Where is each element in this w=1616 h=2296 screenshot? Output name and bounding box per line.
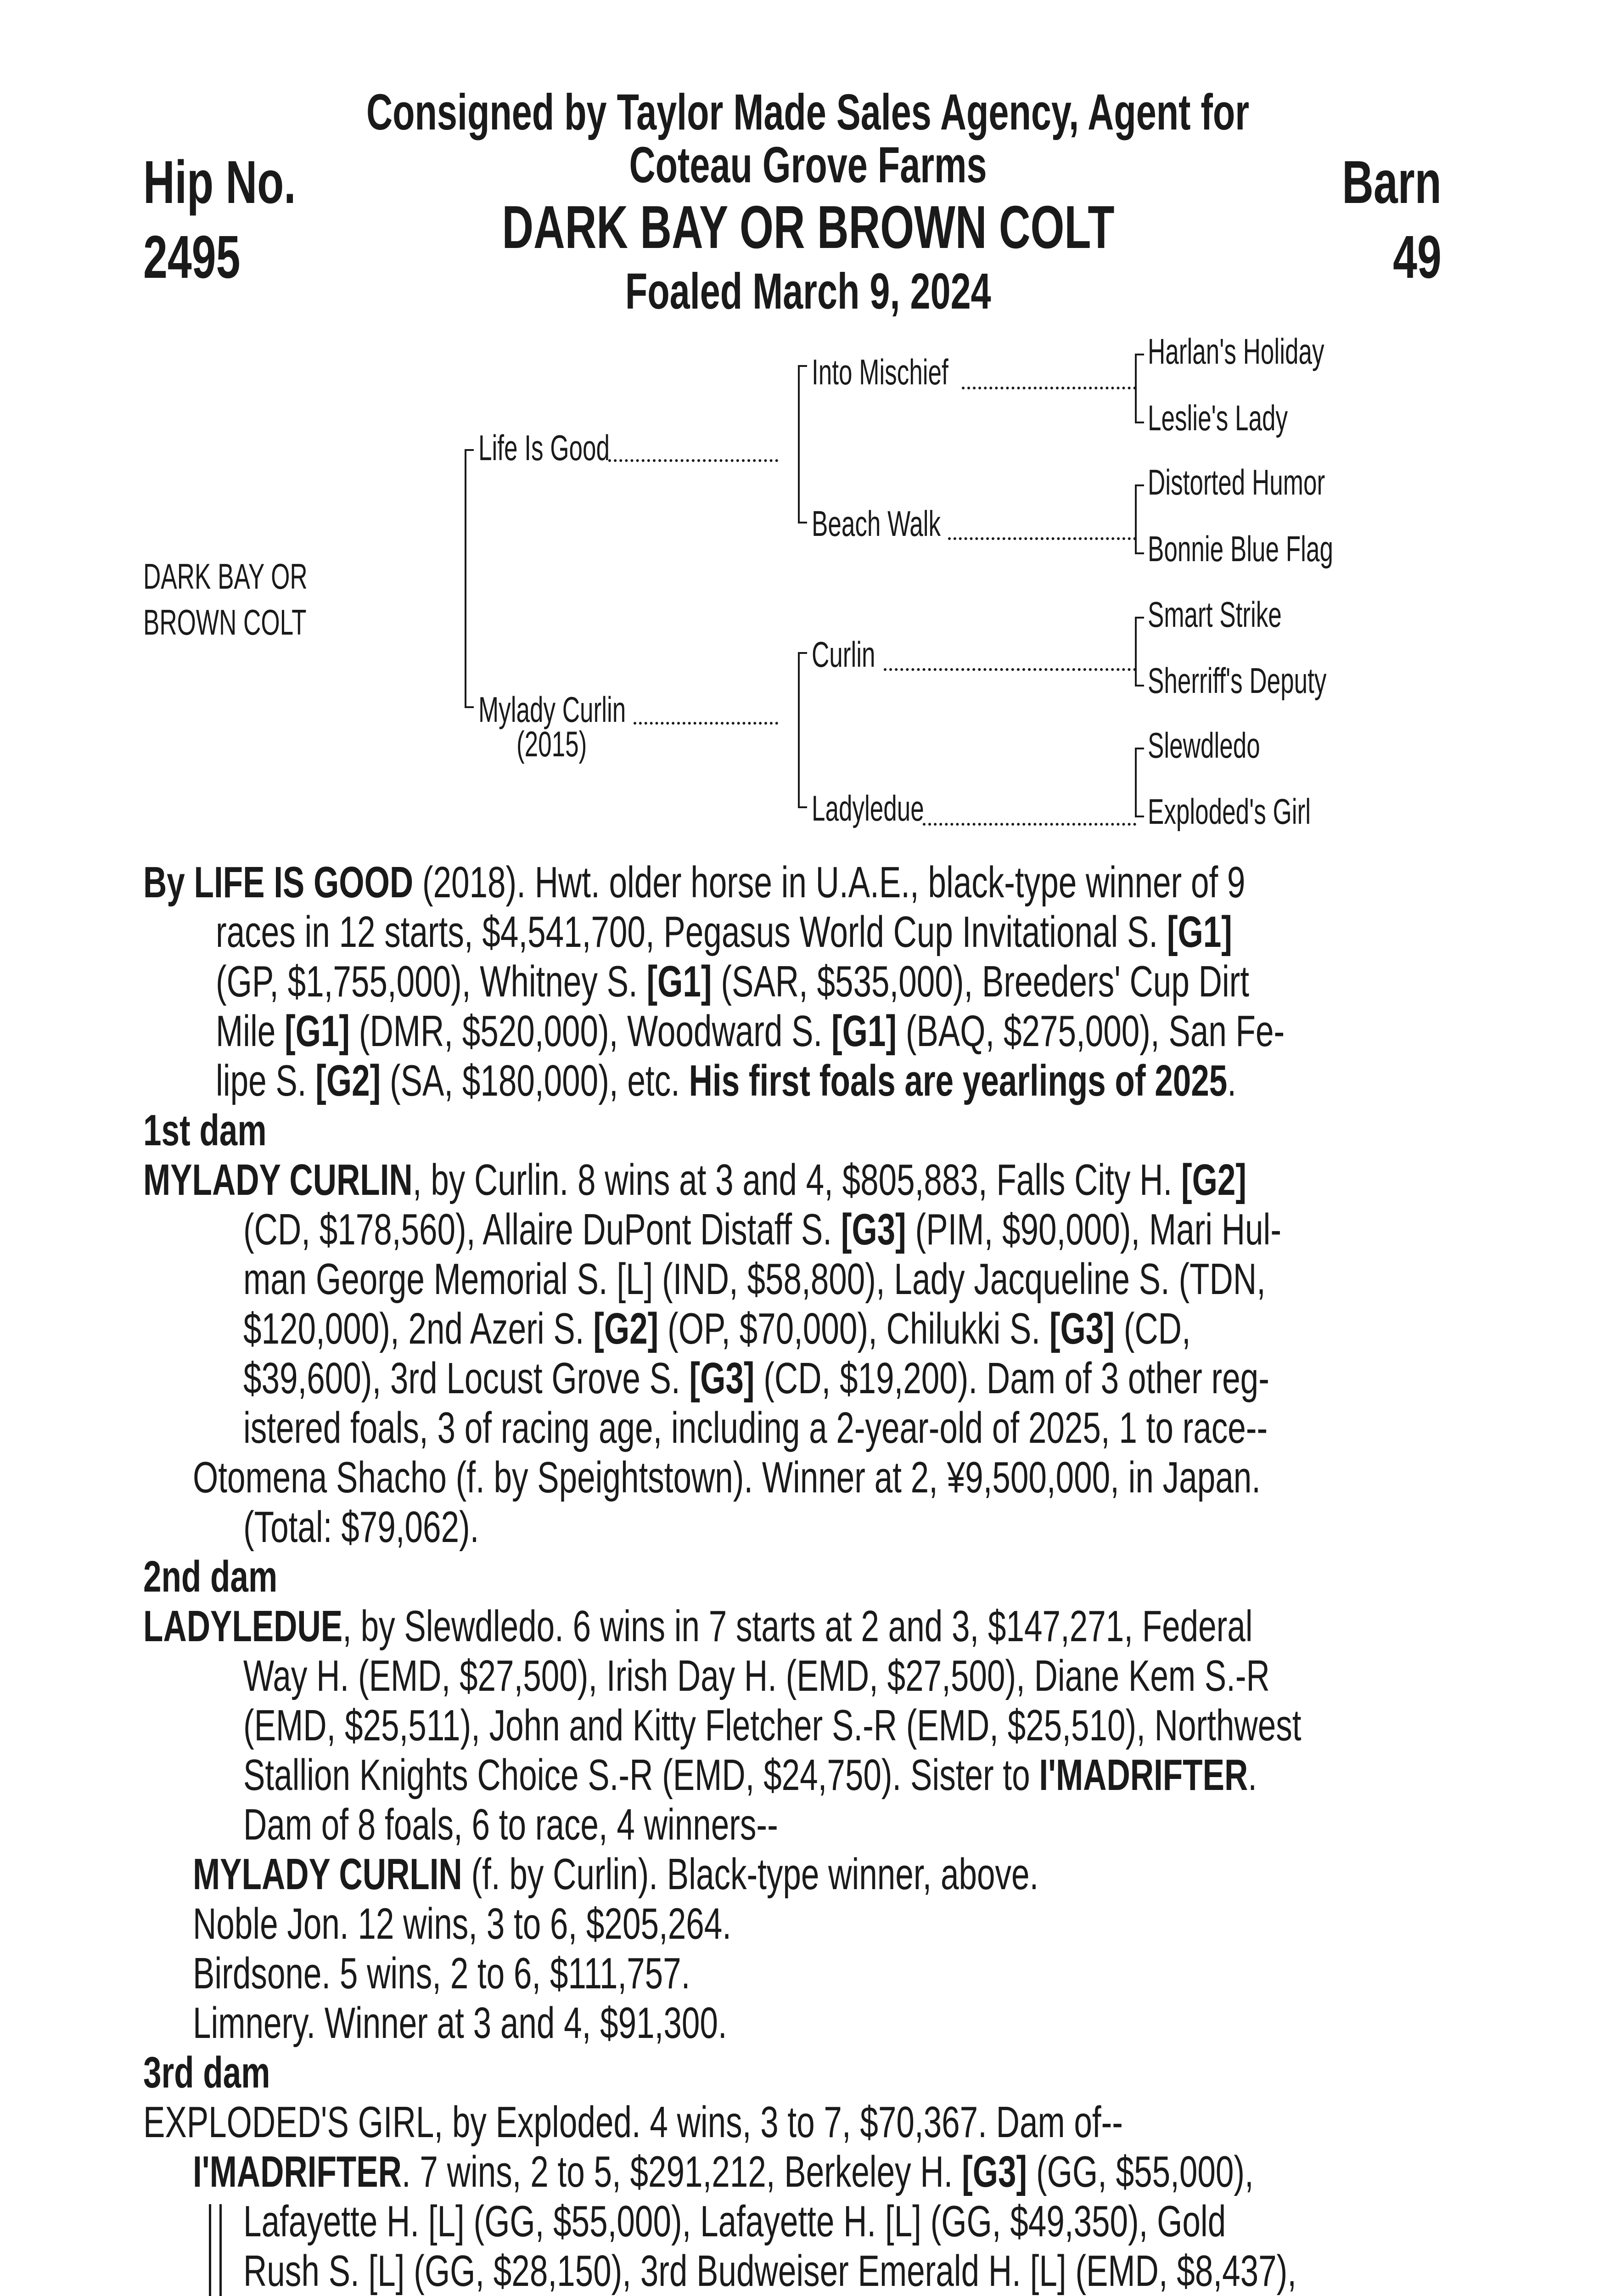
- text-fragment: [G3]: [1049, 1304, 1115, 1353]
- bracket-tick: [1135, 422, 1144, 423]
- text-fragment: Slewdledo: [1148, 725, 1260, 765]
- text-fragment: I'MADRIFTER: [1039, 1750, 1248, 1800]
- hip-label-text: Hip No.: [143, 148, 296, 216]
- produce-record: Birdsone. 5 wins, 2 to 6, $111,757.: [193, 1949, 690, 1998]
- bracket-tick: [798, 652, 807, 654]
- bracket-tick: [1135, 816, 1144, 817]
- pedigree-gen3-5: [1148, 594, 1345, 635]
- bracket-tick: [798, 365, 807, 367]
- continuation-bar: [209, 2204, 211, 2296]
- text-line: man George Memorial S. [L] (IND, $58,800), Lady Jacqueline S. (TDN,: [243, 1255, 1266, 1304]
- foaled-date: [0, 264, 1616, 319]
- text-line: [143, 858, 1245, 907]
- pedigree-gen3-4: [1148, 528, 1420, 569]
- text-fragment: lipe S.: [216, 1056, 316, 1105]
- text-line: [243, 1354, 1269, 1403]
- text-fragment: Smart Strike: [1148, 594, 1282, 635]
- text-line: [216, 1007, 1285, 1056]
- pedigree-gen3-2: [1148, 397, 1354, 439]
- text-line: istered foals, 3 of racing age, including a 2-year-old of 2025, 1 to race--: [243, 1403, 1268, 1452]
- text-fragment: Sherriff's Deputy: [1148, 660, 1327, 701]
- bracket-tick: [1135, 617, 1144, 619]
- text-fragment: Harlan's Holiday: [1148, 331, 1324, 371]
- text-fragment: (CD, $19,200). Dam of 3 other reg-: [754, 1354, 1269, 1403]
- text-fragment: By LIFE IS GOOD: [143, 858, 414, 907]
- text-fragment: Distorted Humor: [1148, 462, 1325, 502]
- text-fragment: [G2]: [593, 1304, 659, 1353]
- horse-title-text: DARK BAY OR BROWN COLT: [501, 193, 1115, 261]
- text-fragment: Beach Walk: [812, 503, 941, 544]
- pedigree-gen3-6: [1148, 660, 1411, 701]
- bracket-tick: [465, 706, 474, 708]
- text-fragment: , by Curlin. 8 wins at 3 and 4, $805,883, Falls City H.: [412, 1155, 1181, 1204]
- bracket-gen2-bottom: [798, 652, 800, 808]
- pedigree-subject-line-2: [143, 602, 383, 643]
- text-fragment: (CD, $178,560), Allaire DuPont Distaff S.: [243, 1205, 841, 1254]
- text-fragment: Mylady Curlin: [478, 689, 626, 730]
- bracket-tick: [1135, 685, 1144, 687]
- section-heading: 3rd dam: [143, 2048, 270, 2097]
- bracket-tick: [1135, 484, 1144, 486]
- text-fragment: . 7 wins, 2 to 5, $291,212, Berkeley H.: [401, 2147, 962, 2196]
- text-line: [143, 1602, 1253, 1651]
- text-fragment: (PIM, $90,000), Mari Hul-: [906, 1205, 1282, 1254]
- section-heading: 1st dam: [143, 1106, 267, 1155]
- text-line: Way H. (EMD, $27,500), Irish Day H. (EMD, $27,500), Diane Kem S.-R: [243, 1651, 1270, 1700]
- text-fragment: Ladyledue: [812, 788, 924, 828]
- text-fragment: MYLADY CURLIN: [143, 1155, 413, 1204]
- text-fragment: (OP, $70,000), Chilukki S.: [658, 1304, 1049, 1353]
- text-line: Dam of 8 foals, 6 to race, 4 winners--: [243, 1800, 778, 1849]
- horse-title: [0, 193, 1616, 262]
- pedigree-gen3-8: [1148, 791, 1387, 832]
- text-fragment: [G1]: [1167, 907, 1232, 957]
- barn-number-text: 49: [1393, 223, 1442, 291]
- produce-record: Noble Jon. 12 wins, 3 to 6, $205,264.: [193, 1899, 731, 1948]
- produce-record: [193, 1850, 1038, 1899]
- hip-number-text: 2495: [143, 223, 241, 291]
- text-fragment: , by Slewdledo. 6 wins in 7 starts at 2 and 3, $147,271, Federal: [342, 1602, 1253, 1651]
- text-fragment: [G1]: [646, 957, 712, 1006]
- consignor-text-2: Coteau Grove Farms: [629, 137, 987, 193]
- leader-dots: [884, 668, 1136, 671]
- bracket-tick: [1135, 552, 1144, 554]
- consignor-text-1: Consigned by Taylor Made Sales Agency, Agent for: [366, 84, 1250, 141]
- pedigree-gen3-7: [1148, 725, 1313, 766]
- text-line: Lafayette H. [L] (GG, $55,000), Lafayette H. [L] (GG, $49,350), Gold: [243, 2197, 1226, 2246]
- bracket-tick: [798, 522, 807, 523]
- bracket-tick: [1135, 354, 1144, 355]
- leader-dots: [923, 823, 1136, 826]
- text-fragment: Exploded's Girl: [1148, 791, 1311, 832]
- text-line: (EMD, $25,511), John and Kitty Fletcher S.-R (EMD, $25,510), Northwest: [243, 1701, 1302, 1750]
- text-fragment: I'MADRIFTER: [193, 2147, 402, 2196]
- produce-record: [193, 2147, 1254, 2197]
- text-fragment: His first foals are yearlings of 2025: [689, 1056, 1228, 1105]
- pedigree-sire: [478, 427, 672, 468]
- section-heading: 2nd dam: [143, 1552, 278, 1601]
- pedigree-subject-line-1: [143, 556, 385, 597]
- produce-record: Limnery. Winner at 3 and 4, $91,300.: [193, 1998, 727, 2048]
- consignor-line-1: [0, 85, 1616, 140]
- text-fragment: [G1]: [284, 1007, 350, 1056]
- text-line: [243, 1304, 1191, 1354]
- text-fragment: Into Mischief: [812, 352, 948, 392]
- pedigree-gen3-3: [1148, 461, 1408, 503]
- text-fragment: [G1]: [831, 1007, 897, 1056]
- text-fragment: $120,000), 2nd Azeri S.: [243, 1304, 594, 1353]
- leader-dots: [634, 722, 778, 725]
- text-line: [216, 1056, 1236, 1106]
- text-fragment: Life Is Good: [478, 428, 610, 468]
- bracket-gen3: [1135, 354, 1137, 423]
- text-fragment: [G2]: [315, 1056, 381, 1105]
- text-fragment: (CD,: [1114, 1304, 1191, 1353]
- text-line: EXPLODED'S GIRL, by Exploded. 4 wins, 3 to 7, $70,367. Dam of--: [143, 2098, 1123, 2147]
- bracket-tick: [465, 449, 474, 451]
- text-fragment: [G3]: [841, 1205, 906, 1254]
- text-fragment: $39,600), 3rd Locust Grove S.: [243, 1354, 690, 1403]
- text-fragment: (2015): [516, 724, 587, 764]
- leader-dots: [962, 387, 1136, 389]
- text-fragment: [G3]: [689, 1354, 755, 1403]
- bracket-gen3: [1135, 748, 1137, 817]
- text-fragment: .: [1248, 1750, 1257, 1800]
- text-line: [243, 1205, 1281, 1255]
- text-fragment: BROWN COLT: [143, 602, 307, 642]
- bracket-tick: [798, 806, 807, 808]
- continuation-bar: [219, 2204, 222, 2296]
- text-fragment: Bonnie Blue Flag: [1148, 529, 1333, 569]
- text-fragment: .: [1227, 1056, 1236, 1105]
- pedigree-dam-year: [516, 723, 620, 765]
- text-fragment: [G2]: [1181, 1155, 1247, 1204]
- text-line: [216, 907, 1232, 957]
- text-fragment: Stallion Knights Choice S.-R (EMD, $24,750). Sister to: [243, 1750, 1039, 1800]
- text-line: [143, 1155, 1246, 1205]
- text-fragment: (GP, $1,755,000), Whitney S.: [216, 957, 647, 1006]
- text-line: [243, 1750, 1257, 1800]
- text-fragment: LADYLEDUE: [143, 1602, 343, 1651]
- bracket-gen3: [1135, 484, 1137, 554]
- leader-dots: [948, 537, 1136, 540]
- foaled-date-text: Foaled March 9, 2024: [625, 263, 991, 320]
- text-fragment: (BAQ, $275,000), San Fe-: [897, 1007, 1285, 1056]
- text-fragment: (2018). Hwt. older horse in U.A.E., black-type winner of 9: [413, 858, 1246, 907]
- text-fragment: MYLADY CURLIN: [193, 1850, 462, 1899]
- text-line: [216, 957, 1249, 1007]
- text-fragment: Curlin: [812, 634, 875, 675]
- text-fragment: (DMR, $520,000), Woodward S.: [350, 1007, 832, 1056]
- text-line: Rush S. [L] (GG, $28,150), 3rd Budweiser Emerald H. [L] (EMD, $8,437),: [243, 2246, 1296, 2296]
- text-fragment: Leslie's Lady: [1148, 398, 1288, 438]
- text-fragment: (SAR, $535,000), Breeders' Cup Dirt: [712, 957, 1250, 1006]
- produce-record: Otomena Shacho (f. by Speightstown). Winner at 2, ¥9,500,000, in Japan.: [193, 1453, 1261, 1502]
- bracket-tick: [1135, 748, 1144, 749]
- text-fragment: (SA, $180,000), etc.: [381, 1056, 689, 1105]
- pedigree-gen3-1: [1148, 331, 1407, 372]
- bracket-gen2-top: [798, 365, 800, 523]
- bracket-gen3: [1135, 617, 1137, 687]
- text-line: (Total: $79,062).: [243, 1503, 479, 1552]
- text-fragment: DARK BAY OR: [143, 556, 308, 597]
- text-fragment: Mile: [216, 1007, 285, 1056]
- barn-label-text: Barn: [1342, 148, 1442, 216]
- text-fragment: (f. by Curlin). Black-type winner, above.: [462, 1850, 1039, 1899]
- bracket-gen1: [465, 449, 466, 708]
- text-fragment: [G3]: [962, 2147, 1027, 2196]
- text-fragment: races in 12 starts, $4,541,700, Pegasus World Cup Invitational S.: [216, 907, 1167, 957]
- leader-dots: [608, 459, 778, 462]
- text-fragment: (GG, $55,000),: [1027, 2147, 1254, 2196]
